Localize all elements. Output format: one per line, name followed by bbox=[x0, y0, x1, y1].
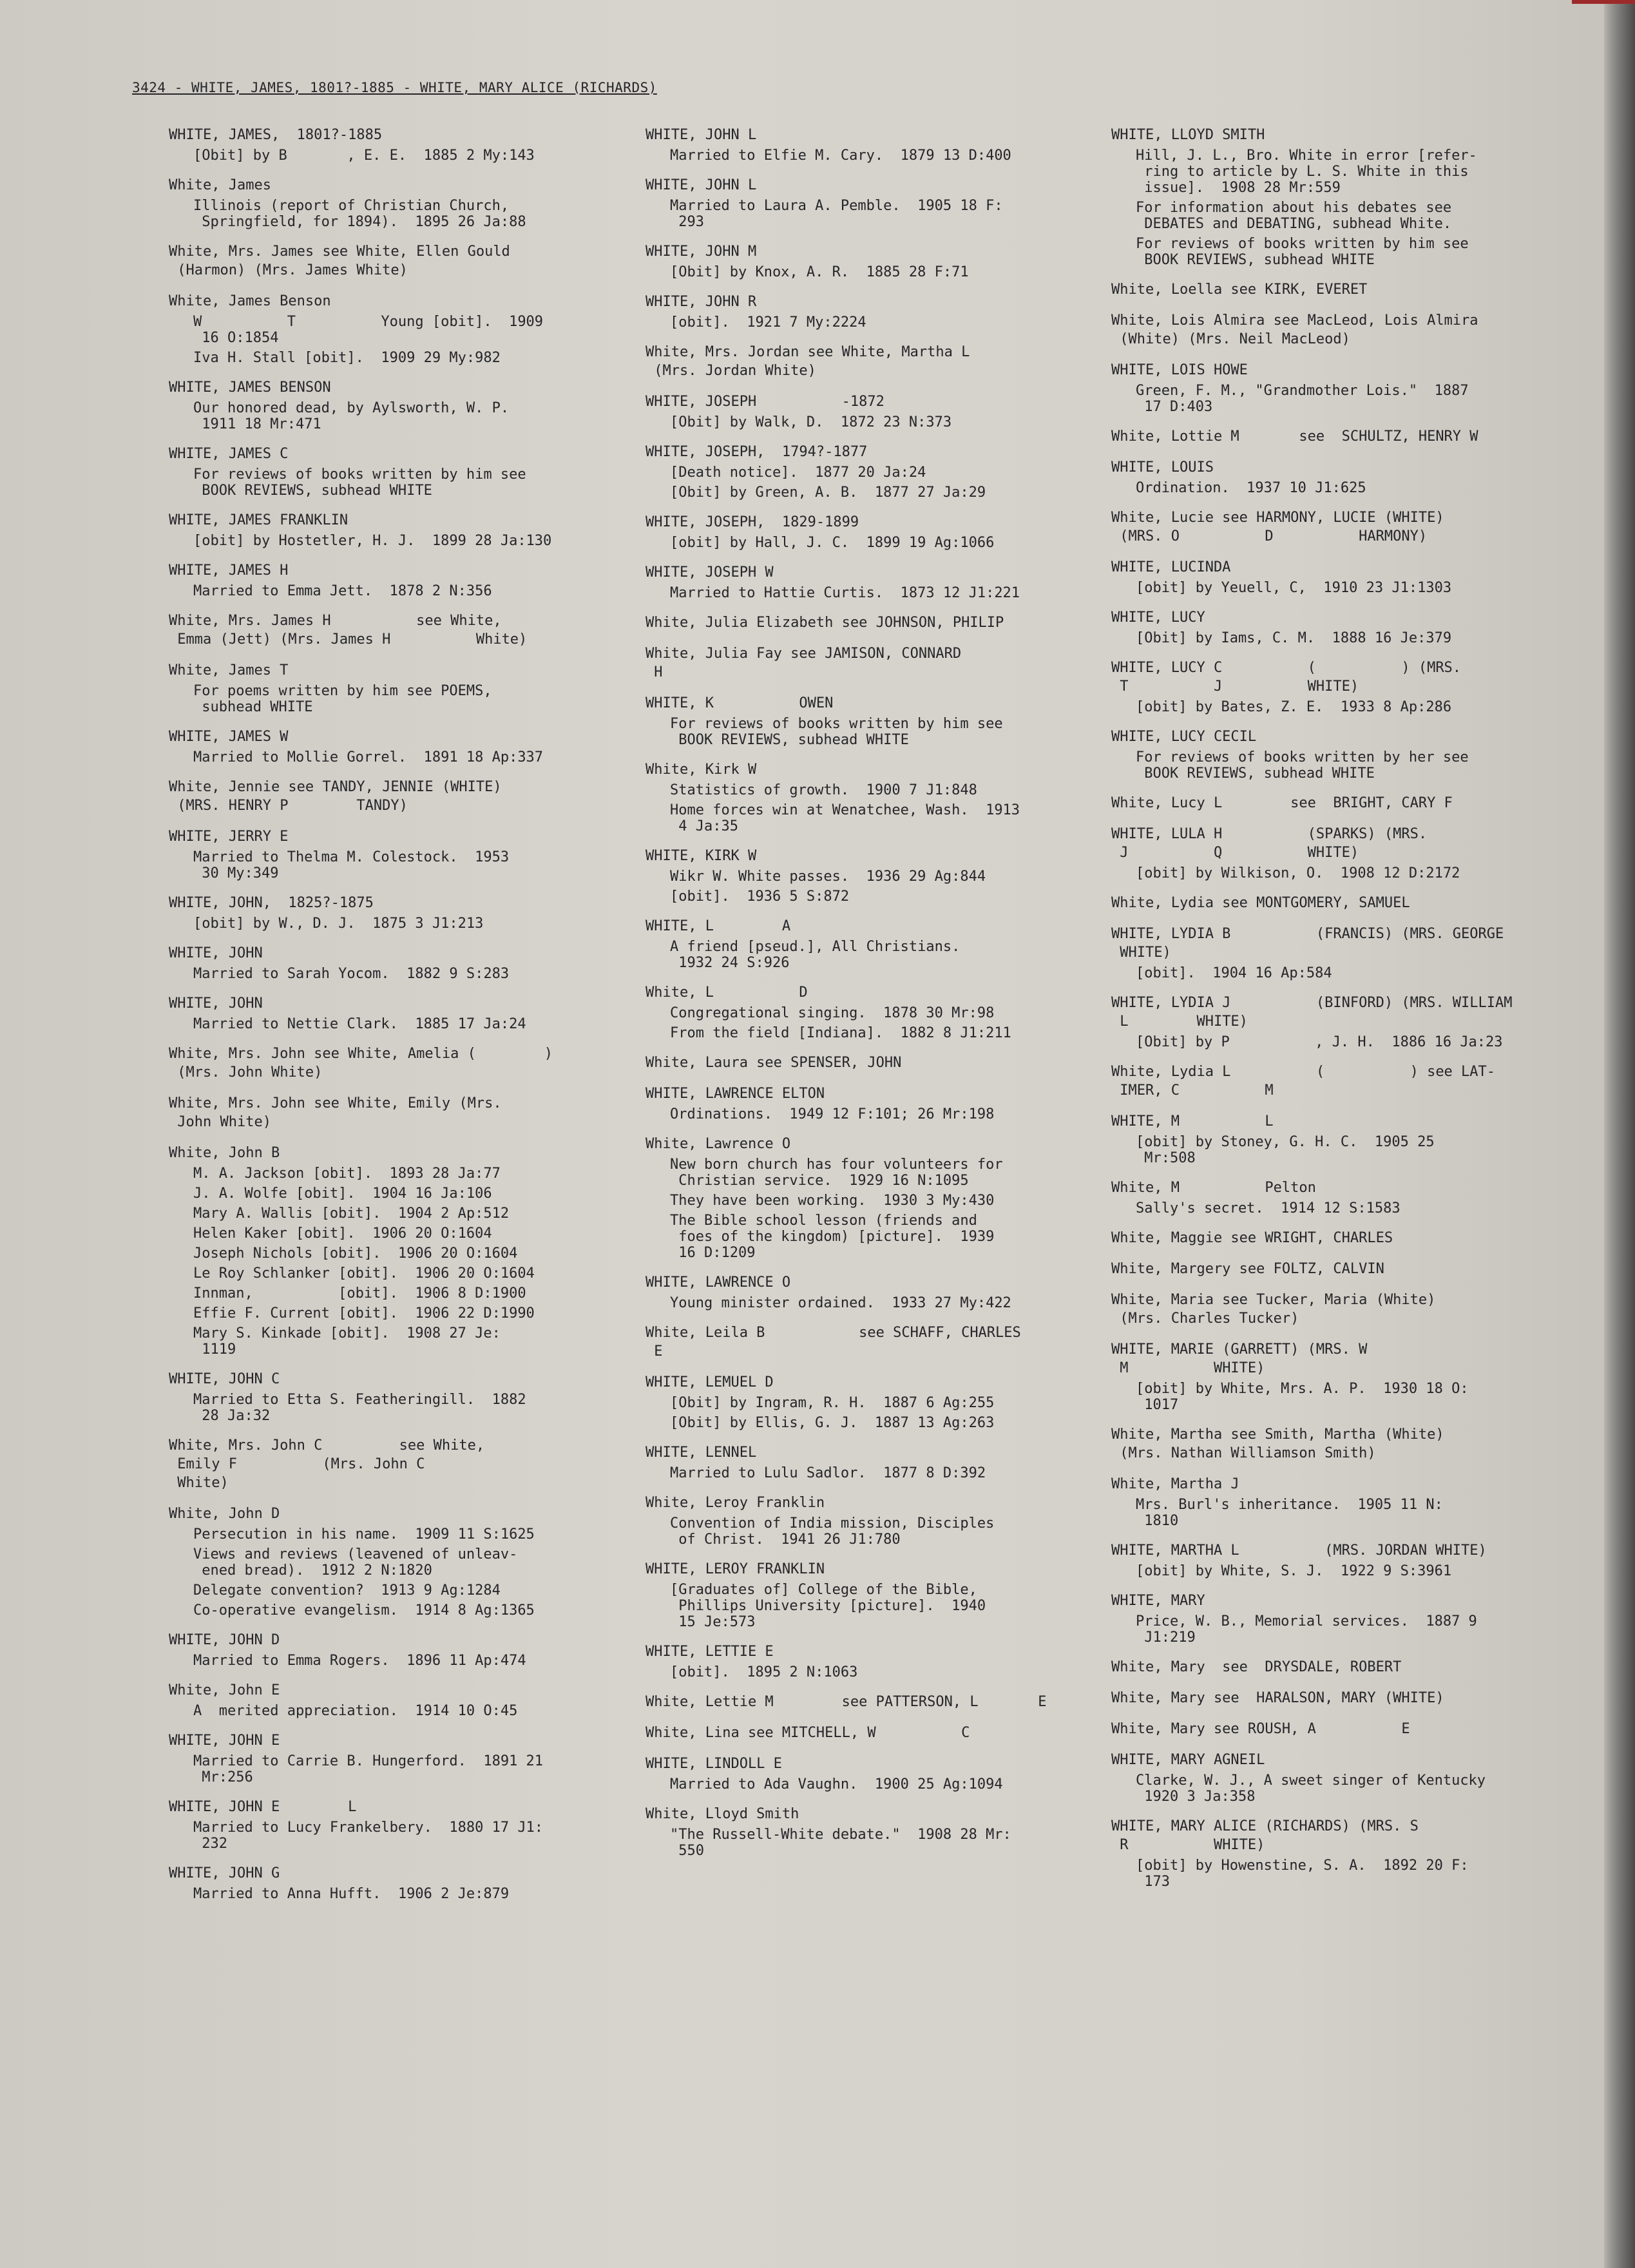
entry-heading: WHITE, JOHN R bbox=[645, 294, 757, 310]
entry-citation: Illinois (report of Christian Church, Springfield, for 1894). 1895 26 Ja:88 bbox=[193, 198, 526, 230]
entry-heading: WHITE, JAMES W bbox=[169, 729, 289, 745]
entry-citation: Persecution in his name. 1909 11 S:1625 bbox=[193, 1526, 535, 1542]
entry-citation: Home forces win at Wenatchee, Wash. 1913 4 Ja:35 bbox=[670, 802, 1020, 834]
entry-heading: WHITE, JAMES FRANKLIN bbox=[169, 512, 349, 528]
index-entry bbox=[645, 983, 1090, 1041]
entry-citation: [obit] by Yeuell, C, 1910 23 J1:1303 bbox=[1136, 580, 1452, 596]
entry-citation: [obit] by Hostetler, H. J. 1899 28 Ja:130 bbox=[193, 533, 552, 549]
entry-heading: White, Lois Almira see MacLeod, Lois Almira (White) (Mrs. Neil MacLeod) bbox=[1111, 312, 1478, 347]
entry-citation: The Bible school lesson (friends and foes of the kingdom) [picture]. 1939 16 D:1209 bbox=[670, 1213, 995, 1261]
index-entry bbox=[645, 1805, 1090, 1859]
entry-citation: Co-operative evangelism. 1914 8 Ag:1365 bbox=[193, 1602, 535, 1619]
index-column-1 bbox=[169, 126, 613, 1914]
index-entry bbox=[1111, 925, 1575, 981]
index-entry bbox=[645, 1724, 1090, 1742]
entry-heading: White, Kirk W bbox=[645, 762, 757, 778]
entry-citation: Green, F. M., "Grandmother Lois." 1887 17 D:403 bbox=[1136, 383, 1469, 415]
index-entry bbox=[1111, 1425, 1575, 1463]
entry-citation: [Obit] by Ingram, R. H. 1887 6 Ag:255 bbox=[670, 1395, 995, 1411]
entry-citation: W T Young [obit]. 1909 16 O:1854 bbox=[193, 314, 544, 346]
index-entry bbox=[169, 1370, 613, 1424]
index-entry bbox=[645, 1053, 1090, 1072]
entry-heading: WHITE, LLOYD SMITH bbox=[1111, 127, 1265, 143]
entry-citation: For reviews of books written by her see BOOK REVIEWS, subhead WHITE bbox=[1136, 749, 1469, 782]
entry-heading: WHITE, MARIE (GARRETT) (MRS. W M WHITE) bbox=[1111, 1341, 1368, 1376]
entry-heading: White, James T bbox=[169, 662, 289, 678]
entry-heading: White, Mary see DRYSDALE, ROBERT bbox=[1111, 1659, 1402, 1675]
entry-citation: [Death notice]. 1877 20 Ja:24 bbox=[670, 465, 926, 481]
entry-heading: WHITE, LUCY bbox=[1111, 610, 1205, 626]
index-entry bbox=[1111, 1340, 1575, 1413]
entry-heading: WHITE, JOHN E bbox=[169, 1733, 280, 1749]
index-entry bbox=[645, 443, 1090, 501]
entry-citation: Mary A. Wallis [obit]. 1904 2 Ap:512 bbox=[193, 1206, 510, 1222]
entry-citation: [Obit] by Iams, C. M. 1888 16 Je:379 bbox=[1136, 630, 1452, 646]
entry-citation: Price, W. B., Memorial services. 1887 9 J1:219 bbox=[1136, 1613, 1477, 1646]
index-entry bbox=[1111, 1658, 1575, 1677]
entry-citation: [obit] by Hall, J. C. 1899 19 Ag:1066 bbox=[670, 535, 995, 551]
entry-citation: M. A. Jackson [obit]. 1893 28 Ja:77 bbox=[193, 1166, 501, 1182]
index-entry bbox=[169, 1864, 613, 1902]
entry-citation: Views and reviews (leavened of unleav- ened bread). 1912 2 N:1820 bbox=[193, 1546, 518, 1579]
entry-heading: White, Laura see SPENSER, JOHN bbox=[645, 1055, 902, 1071]
index-entry bbox=[1111, 427, 1575, 446]
entry-heading: White, Maggie see WRIGHT, CHARLES bbox=[1111, 1230, 1393, 1246]
index-entry bbox=[1111, 1178, 1575, 1216]
entry-heading: White, Lawrence O bbox=[645, 1136, 791, 1152]
index-entry bbox=[169, 661, 613, 715]
entry-citation: For reviews of books written by him see BOOK REVIEWS, subhead WHITE bbox=[670, 716, 1003, 748]
index-entry bbox=[1111, 1541, 1575, 1579]
entry-citation: [obit]. 1895 2 N:1063 bbox=[670, 1664, 858, 1680]
index-entry bbox=[169, 511, 613, 549]
entry-citation: Married to Lulu Sadlor. 1877 8 D:392 bbox=[670, 1465, 986, 1481]
index-entry bbox=[169, 944, 613, 982]
index-entry bbox=[645, 847, 1090, 905]
entry-heading: White, John B bbox=[169, 1145, 280, 1161]
index-entry bbox=[645, 563, 1090, 601]
entry-citation: Married to Anna Hufft. 1906 2 Je:879 bbox=[193, 1886, 510, 1902]
entry-heading: White, Lina see MITCHELL, W C bbox=[645, 1725, 970, 1741]
entry-heading: WHITE, MARY bbox=[1111, 1593, 1205, 1609]
entry-citation: Young minister ordained. 1933 27 My:422 bbox=[670, 1295, 1011, 1311]
entry-citation: Ordination. 1937 10 J1:625 bbox=[1136, 480, 1366, 496]
entry-citation: Married to Thelma M. Colestock. 1953 30 My:349 bbox=[193, 849, 510, 881]
running-header: 3424 - WHITE, JAMES, 1801?-1885 - WHITE, MARY ALICE (RICHARDS) bbox=[132, 80, 657, 95]
index-entry bbox=[645, 1693, 1090, 1711]
entry-heading: WHITE, LOIS HOWE bbox=[1111, 362, 1248, 378]
entry-citation: [Obit] by Walk, D. 1872 23 N:373 bbox=[670, 414, 952, 430]
index-entry bbox=[169, 242, 613, 280]
entry-citation: Wikr W. White passes. 1936 29 Ag:844 bbox=[670, 869, 986, 885]
index-entry bbox=[645, 513, 1090, 551]
index-entry bbox=[169, 827, 613, 881]
index-entry bbox=[169, 1631, 613, 1669]
entry-citation: They have been working. 1930 3 My:430 bbox=[670, 1193, 995, 1209]
index-entry bbox=[645, 694, 1090, 748]
entry-citation: Mrs. Burl's inheritance. 1905 11 N: 1810 bbox=[1136, 1497, 1443, 1529]
index-entry bbox=[645, 760, 1090, 834]
entry-citation: Married to Emma Jett. 1878 2 N:356 bbox=[193, 583, 492, 599]
entry-heading: WHITE, LUCY CECIL bbox=[1111, 729, 1257, 745]
entry-citation: Hill, J. L., Bro. White in error [refer- ring to article by L. S. White in this issue]. 1908 28 Mr:559 bbox=[1136, 148, 1477, 196]
entry-citation: Our honored dead, by Aylsworth, W. P. 1911 18 Mr:471 bbox=[193, 400, 510, 432]
entry-heading: WHITE, KIRK W bbox=[645, 848, 757, 864]
index-column-2 bbox=[645, 126, 1090, 1871]
index-entry bbox=[645, 1642, 1090, 1680]
entry-heading: White, Margery see FOLTZ, CALVIN bbox=[1111, 1261, 1384, 1277]
entry-heading: White, Lucy L see BRIGHT, CARY F bbox=[1111, 795, 1453, 811]
index-entry bbox=[645, 1754, 1090, 1792]
index-entry bbox=[169, 1681, 613, 1719]
entry-citation: [obit] by W., D. J. 1875 3 J1:213 bbox=[193, 916, 484, 932]
index-entry bbox=[1111, 658, 1575, 715]
entry-heading: White, Lottie M see SCHULTZ, HENRY W bbox=[1111, 428, 1478, 445]
entry-citation: Married to Etta S. Featheringill. 1882 28 Ja:32 bbox=[193, 1392, 526, 1424]
entry-heading: WHITE, JAMES C bbox=[169, 446, 289, 462]
entry-citation: Joseph Nichols [obit]. 1906 20 O:1604 bbox=[193, 1245, 518, 1262]
index-entry bbox=[1111, 508, 1575, 546]
entry-citation: [Graduates of] College of the Bible, Phillips University [picture]. 1940 15 Je:573 bbox=[670, 1582, 986, 1630]
index-entry bbox=[1111, 1591, 1575, 1646]
index-entry bbox=[169, 176, 613, 230]
entry-citation: "The Russell-White debate." 1908 28 Mr: 550 bbox=[670, 1827, 1011, 1859]
index-entry bbox=[1111, 1751, 1575, 1805]
entry-citation: [obit]. 1904 16 Ap:584 bbox=[1136, 965, 1332, 981]
index-entry bbox=[1111, 825, 1575, 881]
entry-heading: WHITE, MARY AGNEIL bbox=[1111, 1752, 1265, 1768]
index-entry bbox=[1111, 1475, 1575, 1529]
index-entry bbox=[169, 1094, 613, 1131]
entry-heading: White, Loella see KIRK, EVERET bbox=[1111, 282, 1368, 298]
entry-citation: Married to Hattie Curtis. 1873 12 J1:221 bbox=[670, 585, 1020, 601]
entry-citation: Married to Carrie B. Hungerford. 1891 21 Mr:256 bbox=[193, 1753, 544, 1785]
index-entry bbox=[645, 917, 1090, 971]
entry-citation: [Obit] by Green, A. B. 1877 27 Ja:29 bbox=[670, 485, 986, 501]
index-entry bbox=[1111, 458, 1575, 496]
entry-citation: Statistics of growth. 1900 7 J1:848 bbox=[670, 782, 977, 798]
entry-citation: Married to Nettie Clark. 1885 17 Ja:24 bbox=[193, 1016, 526, 1032]
entry-heading: White, James bbox=[169, 177, 271, 193]
index-entry bbox=[645, 242, 1090, 280]
entry-heading: White, Mrs. John see White, Emily (Mrs. John White) bbox=[169, 1095, 502, 1130]
entry-heading: WHITE, M L bbox=[1111, 1113, 1274, 1129]
entry-heading: WHITE, JOHN G bbox=[169, 1865, 280, 1881]
index-entry bbox=[1111, 1817, 1575, 1890]
entry-citation: Married to Ada Vaughn. 1900 25 Ag:1094 bbox=[670, 1776, 1003, 1792]
index-entry bbox=[1111, 1229, 1575, 1247]
entry-citation: For information about his debates see DEBATES and DEBATING, subhead White. bbox=[1136, 200, 1452, 232]
entry-citation: Married to Emma Rogers. 1896 11 Ap:474 bbox=[193, 1653, 526, 1669]
index-entry bbox=[169, 378, 613, 432]
index-entry bbox=[169, 1798, 613, 1852]
entry-heading: WHITE, LEROY FRANKLIN bbox=[645, 1561, 825, 1577]
entry-heading: White, James Benson bbox=[169, 293, 331, 309]
entry-heading: White, Mrs. Jordan see White, Martha L (Mrs. Jordan White) bbox=[645, 344, 970, 379]
index-entry bbox=[169, 561, 613, 599]
index-entry bbox=[1111, 311, 1575, 349]
entry-heading: White, John D bbox=[169, 1506, 280, 1522]
index-entry bbox=[645, 1443, 1090, 1481]
entry-citation: [obit] by White, S. J. 1922 9 S:3961 bbox=[1136, 1563, 1452, 1579]
entry-heading: WHITE, JOSEPH -1872 bbox=[645, 394, 884, 410]
index-entry bbox=[1111, 1260, 1575, 1278]
entry-citation: Congregational singing. 1878 30 Mr:98 bbox=[670, 1005, 995, 1021]
index-entry bbox=[1111, 1112, 1575, 1166]
entry-citation: [Obit] by Ellis, G. J. 1887 13 Ag:263 bbox=[670, 1415, 995, 1431]
index-entry bbox=[645, 1273, 1090, 1311]
entry-citation: Iva H. Stall [obit]. 1909 29 My:982 bbox=[193, 350, 501, 366]
index-entry bbox=[645, 1373, 1090, 1431]
entry-heading: WHITE, JOHN bbox=[169, 995, 263, 1012]
entry-heading: WHITE, LAWRENCE ELTON bbox=[645, 1086, 825, 1102]
entry-heading: White, L D bbox=[645, 985, 808, 1001]
entry-heading: WHITE, LAWRENCE O bbox=[645, 1274, 791, 1291]
entry-heading: WHITE, JOHN M bbox=[645, 244, 757, 260]
entry-citation: New born church has four volunteers for Christian service. 1929 16 N:1095 bbox=[670, 1157, 1003, 1189]
entry-heading: WHITE, JAMES, 1801?-1885 bbox=[169, 127, 383, 143]
index-entry bbox=[1111, 894, 1575, 912]
index-entry bbox=[169, 292, 613, 366]
entry-heading: WHITE, LYDIA J (BINFORD) (MRS. WILLIAM L WHITE) bbox=[1111, 995, 1513, 1030]
index-entry bbox=[169, 1436, 613, 1492]
entry-heading: WHITE, LULA H (SPARKS) (MRS. J Q WHITE) bbox=[1111, 826, 1428, 861]
entry-citation: [obit] by Wilkison, O. 1908 12 D:2172 bbox=[1136, 865, 1460, 881]
index-entry bbox=[645, 1494, 1090, 1548]
entry-heading: WHITE, JOHN D bbox=[169, 1632, 280, 1648]
entry-heading: White, Leroy Franklin bbox=[645, 1495, 825, 1511]
entry-heading: White, Lydia L ( ) see LAT- IMER, C M bbox=[1111, 1064, 1496, 1099]
entry-heading: WHITE, JOHN, 1825?-1875 bbox=[169, 895, 374, 911]
entry-heading: WHITE, L A bbox=[645, 918, 791, 934]
entry-heading: White, Mary see ROUSH, A E bbox=[1111, 1721, 1410, 1737]
entry-citation: Effie F. Current [obit]. 1906 22 D:1990 bbox=[193, 1305, 535, 1321]
index-entry bbox=[645, 1323, 1090, 1361]
entry-heading: WHITE, LETTIE E bbox=[645, 1644, 774, 1660]
entry-heading: WHITE, K OWEN bbox=[645, 695, 834, 711]
index-entry bbox=[1111, 608, 1575, 646]
index-entry bbox=[1111, 1062, 1575, 1100]
entry-heading: WHITE, LEMUEL D bbox=[645, 1374, 774, 1390]
entry-citation: J. A. Wolfe [obit]. 1904 16 Ja:106 bbox=[193, 1186, 492, 1202]
entry-citation: Sally's secret. 1914 12 S:1583 bbox=[1136, 1200, 1401, 1216]
entry-heading: White, Mary see HARALSON, MARY (WHITE) bbox=[1111, 1690, 1444, 1706]
index-entry bbox=[645, 126, 1090, 164]
book-spine-shadow bbox=[1604, 0, 1635, 2268]
entry-heading: White, Leila B see SCHAFF, CHARLES E bbox=[645, 1325, 1021, 1360]
entry-heading: WHITE, LYDIA B (FRANCIS) (MRS. GEORGE WHITE) bbox=[1111, 926, 1504, 961]
entry-heading: White, M Pelton bbox=[1111, 1180, 1316, 1196]
entry-citation: [obit] by Stoney, G. H. C. 1905 25 Mr:508 bbox=[1136, 1134, 1435, 1166]
entry-heading: WHITE, LENNEL bbox=[645, 1445, 757, 1461]
entry-heading: White, Lettie M see PATTERSON, L E bbox=[645, 1694, 1047, 1710]
entry-citation: From the field [Indiana]. 1882 8 J1:211 bbox=[670, 1025, 1011, 1041]
index-entry bbox=[169, 1144, 613, 1358]
index-entry bbox=[1111, 794, 1575, 812]
index-entry bbox=[645, 613, 1090, 632]
entry-heading: WHITE, JAMES H bbox=[169, 562, 289, 579]
entry-heading: WHITE, LOUIS bbox=[1111, 459, 1214, 476]
index-entry bbox=[645, 1084, 1090, 1122]
entry-citation: [Obit] by B , E. E. 1885 2 My:143 bbox=[193, 148, 535, 164]
index-entry bbox=[645, 176, 1090, 230]
index-entry bbox=[1111, 727, 1575, 782]
entry-citation: Married to Sarah Yocom. 1882 9 S:283 bbox=[193, 966, 510, 982]
entry-citation: Helen Kaker [obit]. 1906 20 O:1604 bbox=[193, 1225, 492, 1242]
entry-heading: White, Martha see Smith, Martha (White) (Mrs. Nathan Williamson Smith) bbox=[1111, 1427, 1444, 1461]
cover-edge bbox=[1572, 0, 1635, 4]
entry-heading: White, Mrs. James H see White, Emma (Jett) (Mrs. James H White) bbox=[169, 613, 528, 648]
entry-heading: White, Martha J bbox=[1111, 1476, 1239, 1492]
index-entry bbox=[169, 126, 613, 164]
index-entry bbox=[169, 894, 613, 932]
entry-citation: Convention of India mission, Disciples of Christ. 1941 26 J1:780 bbox=[670, 1515, 995, 1548]
index-entry bbox=[645, 293, 1090, 331]
entry-citation: [obit] by White, Mrs. A. P. 1930 18 O: 1017 bbox=[1136, 1381, 1469, 1413]
entry-citation: Le Roy Schlanker [obit]. 1906 20 O:1604 bbox=[193, 1265, 535, 1282]
entry-heading: White, Julia Fay see JAMISON, CONNARD H bbox=[645, 646, 962, 680]
index-entry bbox=[1111, 361, 1575, 415]
entry-heading: WHITE, JERRY E bbox=[169, 829, 289, 845]
entry-heading: WHITE, JOHN E L bbox=[169, 1799, 357, 1815]
entry-heading: WHITE, MARTHA L (MRS. JORDAN WHITE) bbox=[1111, 1542, 1487, 1559]
entry-heading: White, Jennie see TANDY, JENNIE (WHITE) (MRS. HENRY P TANDY) bbox=[169, 779, 502, 814]
index-entry bbox=[1111, 126, 1575, 268]
index-entry bbox=[1111, 994, 1575, 1050]
entry-heading: WHITE, JAMES BENSON bbox=[169, 380, 331, 396]
entry-heading: WHITE, JOSEPH, 1829-1899 bbox=[645, 514, 859, 530]
index-entry bbox=[1111, 558, 1575, 596]
index-entry bbox=[169, 1044, 613, 1082]
index-entry bbox=[1111, 280, 1575, 299]
entry-heading: WHITE, LUCY C ( ) (MRS. T J WHITE) bbox=[1111, 660, 1462, 695]
entry-heading: WHITE, JOHN L bbox=[645, 177, 757, 193]
index-entry bbox=[645, 1135, 1090, 1261]
entry-citation: [obit] by Bates, Z. E. 1933 8 Ap:286 bbox=[1136, 699, 1452, 715]
entry-heading: White, Lucie see HARMONY, LUCIE (WHITE) (MRS. O D HARMONY) bbox=[1111, 510, 1444, 544]
entry-heading: WHITE, JOHN C bbox=[169, 1371, 280, 1387]
entry-heading: White, Lloyd Smith bbox=[645, 1806, 799, 1822]
entry-heading: WHITE, JOSEPH, 1794?-1877 bbox=[645, 444, 868, 460]
index-entry bbox=[645, 392, 1090, 430]
entry-heading: WHITE, JOHN bbox=[169, 945, 263, 961]
entry-citation: [obit] by Howenstine, S. A. 1892 20 F: 173 bbox=[1136, 1858, 1469, 1890]
entry-heading: WHITE, LUCINDA bbox=[1111, 559, 1231, 575]
entry-heading: White, Maria see Tucker, Maria (White) (Mrs. Charles Tucker) bbox=[1111, 1292, 1436, 1327]
entry-heading: White, Mrs. John C see White, Emily F (Mrs. John C White) bbox=[169, 1437, 485, 1491]
entry-citation: Married to Elfie M. Cary. 1879 13 D:400 bbox=[670, 148, 1011, 164]
entry-citation: [obit]. 1921 7 My:2224 bbox=[670, 314, 866, 331]
entry-citation: Delegate convention? 1913 9 Ag:1284 bbox=[193, 1582, 501, 1599]
index-entry bbox=[1111, 1720, 1575, 1738]
index-entry bbox=[645, 343, 1090, 380]
entry-citation: Innman, [obit]. 1906 8 D:1900 bbox=[193, 1285, 526, 1302]
entry-citation: Mary S. Kinkade [obit]. 1908 27 Je: 1119 bbox=[193, 1325, 501, 1358]
entry-heading: WHITE, JOSEPH W bbox=[645, 564, 774, 581]
entry-heading: White, John E bbox=[169, 1682, 280, 1698]
entry-heading: WHITE, JOHN L bbox=[645, 127, 757, 143]
entry-heading: WHITE, MARY ALICE (RICHARDS) (MRS. S R WHITE) bbox=[1111, 1818, 1419, 1853]
entry-heading: White, Julia Elizabeth see JOHNSON, PHILIP bbox=[645, 615, 1004, 631]
index-entry bbox=[1111, 1689, 1575, 1707]
entry-citation: Clarke, W. J., A sweet singer of Kentucky 1920 3 Ja:358 bbox=[1136, 1773, 1486, 1805]
index-entry bbox=[169, 778, 613, 815]
entry-heading: WHITE, LINDOLL E bbox=[645, 1756, 782, 1772]
entry-citation: A friend [pseud.], All Christians. 1932 24 S:926 bbox=[670, 939, 961, 971]
entry-heading: White, Mrs. John see White, Amelia ( ) (Mrs. John White) bbox=[169, 1046, 553, 1081]
entry-heading: White, Lydia see MONTGOMERY, SAMUEL bbox=[1111, 895, 1410, 911]
entry-citation: [Obit] by P , J. H. 1886 16 Ja:23 bbox=[1136, 1034, 1503, 1050]
entry-citation: Ordinations. 1949 12 F:101; 26 Mr:198 bbox=[670, 1106, 995, 1122]
index-entry bbox=[169, 1731, 613, 1785]
index-entry bbox=[169, 1504, 613, 1619]
index-entry bbox=[169, 611, 613, 649]
entry-citation: [Obit] by Knox, A. R. 1885 28 F:71 bbox=[670, 264, 969, 280]
entry-citation: Married to Lucy Frankelbery. 1880 17 J1: 232 bbox=[193, 1820, 544, 1852]
entry-citation: Married to Laura A. Pemble. 1905 18 F: 293 bbox=[670, 198, 1003, 230]
entry-citation: For reviews of books written by him see BOOK REVIEWS, subhead WHITE bbox=[193, 466, 526, 499]
index-entry bbox=[169, 445, 613, 499]
entry-citation: Married to Mollie Gorrel. 1891 18 Ap:337 bbox=[193, 749, 544, 765]
entry-citation: For poems written by him see POEMS, subhead WHITE bbox=[193, 683, 492, 715]
index-entry bbox=[645, 1560, 1090, 1630]
index-entry bbox=[169, 727, 613, 765]
entry-heading: White, Mrs. James see White, Ellen Gould (Harmon) (Mrs. James White) bbox=[169, 244, 510, 278]
entry-citation: For reviews of books written by him see BOOK REVIEWS, subhead WHITE bbox=[1136, 236, 1469, 268]
index-entry bbox=[169, 994, 613, 1032]
index-column-3 bbox=[1111, 126, 1575, 1902]
index-entry bbox=[645, 644, 1090, 682]
entry-citation: [obit]. 1936 5 S:872 bbox=[670, 889, 850, 905]
entry-citation: A merited appreciation. 1914 10 O:45 bbox=[193, 1703, 518, 1719]
index-entry bbox=[1111, 1291, 1575, 1328]
